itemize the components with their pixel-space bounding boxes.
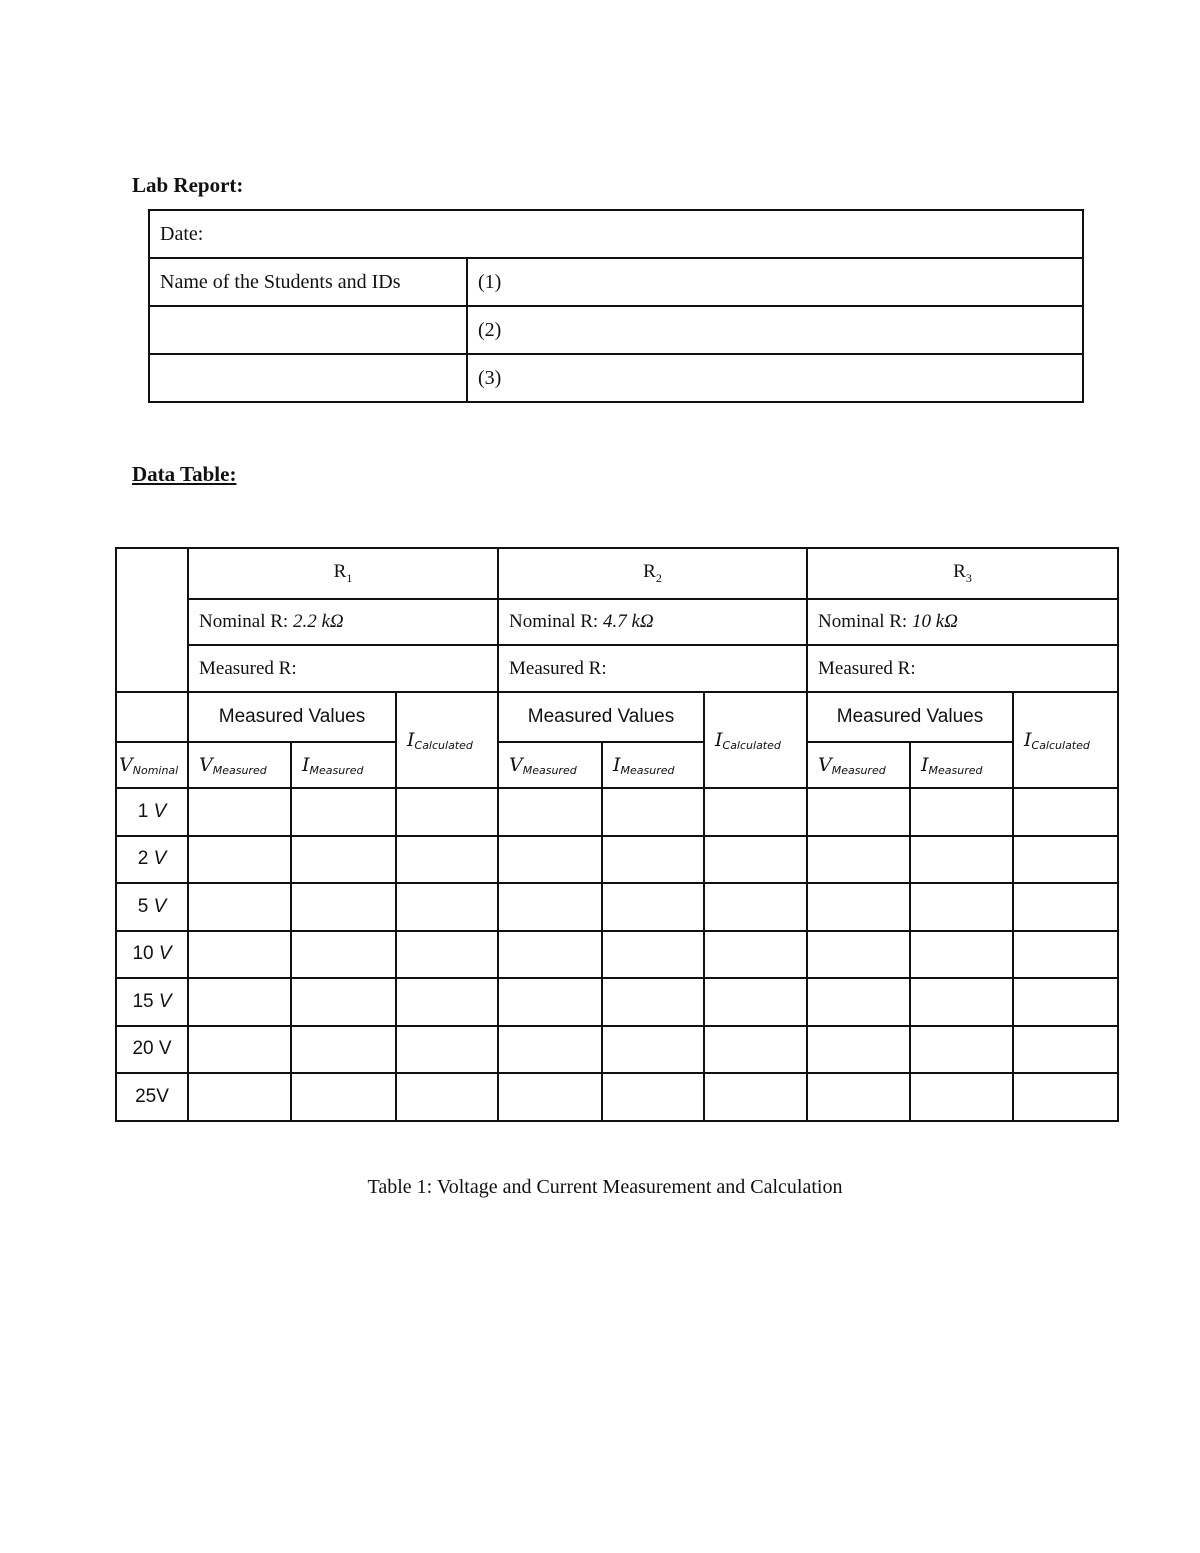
table-row xyxy=(116,788,1118,836)
data-entry-cell[interactable] xyxy=(396,1026,498,1074)
data-entry-cell[interactable] xyxy=(396,836,498,884)
measured-r-row xyxy=(116,645,1118,692)
data-entry-cell[interactable] xyxy=(807,1026,910,1074)
measured-values-label: Measured Values xyxy=(807,692,1013,742)
data-entry-cell[interactable] xyxy=(188,883,291,931)
empty-cell xyxy=(149,354,467,402)
measured-values-row xyxy=(116,692,1118,742)
data-entry-cell[interactable] xyxy=(291,1026,396,1074)
data-entry-cell[interactable] xyxy=(498,978,602,1026)
data-entry-cell[interactable] xyxy=(807,788,910,836)
measured-resistance-field[interactable]: Measured R: xyxy=(188,645,498,692)
voltage-rows xyxy=(116,788,1118,1121)
data-entry-cell[interactable] xyxy=(704,883,807,931)
data-entry-cell[interactable] xyxy=(704,836,807,884)
nominal-voltage: 5 V xyxy=(116,883,188,931)
data-entry-cell[interactable] xyxy=(498,788,602,836)
table-row xyxy=(116,978,1118,1026)
data-entry-cell[interactable] xyxy=(910,978,1013,1026)
measured-values-label: Measured Values xyxy=(498,692,704,742)
nominal-voltage: 20 V xyxy=(116,1026,188,1074)
resistor-name: $R_1$ xyxy=(188,548,498,599)
data-entry-cell[interactable] xyxy=(704,1073,807,1121)
data-entry-cell[interactable] xyxy=(910,931,1013,979)
measurement-table xyxy=(115,547,1119,1122)
data-entry-cell[interactable] xyxy=(807,978,910,1026)
data-entry-cell[interactable] xyxy=(1013,931,1118,979)
data-entry-cell[interactable] xyxy=(291,931,396,979)
student-info-table xyxy=(148,209,1084,403)
student-row xyxy=(149,258,1083,306)
nominal-voltage: 1 V xyxy=(116,788,188,836)
data-entry-cell[interactable] xyxy=(291,1073,396,1121)
data-entry-cell[interactable] xyxy=(910,1073,1013,1121)
data-entry-cell[interactable] xyxy=(704,978,807,1026)
data-entry-cell[interactable] xyxy=(602,883,704,931)
data-entry-cell[interactable] xyxy=(910,788,1013,836)
data-entry-cell[interactable] xyxy=(704,931,807,979)
data-entry-cell[interactable] xyxy=(602,978,704,1026)
corner-cell xyxy=(116,548,188,692)
empty-cell xyxy=(116,692,188,742)
i-measured-header: $I_{Measured}$ xyxy=(602,742,704,788)
data-entry-cell[interactable] xyxy=(1013,1073,1118,1121)
i-measured-header: $I_{Measured}$ xyxy=(291,742,396,788)
nominal-resistance: Nominal R: 10 kΩ xyxy=(807,599,1118,645)
data-entry-cell[interactable] xyxy=(498,1026,602,1074)
nominal-voltage: 10 V xyxy=(116,931,188,979)
data-entry-cell[interactable] xyxy=(807,883,910,931)
data-entry-cell[interactable] xyxy=(188,788,291,836)
data-entry-cell[interactable] xyxy=(807,836,910,884)
data-entry-cell[interactable] xyxy=(910,836,1013,884)
slot-label: (1) xyxy=(478,270,502,293)
measured-resistance-field[interactable]: Measured R: xyxy=(807,645,1118,692)
data-entry-cell[interactable] xyxy=(188,1073,291,1121)
v-measured-header: $V_{Measured}$ xyxy=(807,742,910,788)
data-entry-cell[interactable] xyxy=(704,788,807,836)
data-entry-cell[interactable] xyxy=(1013,836,1118,884)
student-row xyxy=(149,354,1083,402)
date-row xyxy=(149,210,1083,258)
symbol-header-row xyxy=(116,742,1118,788)
slot-label: (2) xyxy=(478,318,502,341)
data-entry-cell[interactable] xyxy=(498,1073,602,1121)
slot-label: (3) xyxy=(478,366,502,389)
resistor-name-row xyxy=(116,548,1118,599)
date-field[interactable] xyxy=(149,210,1083,258)
data-entry-cell[interactable] xyxy=(910,883,1013,931)
data-entry-cell[interactable] xyxy=(396,931,498,979)
table-row xyxy=(116,931,1118,979)
data-table-heading: Data Table: xyxy=(132,462,237,486)
data-entry-cell[interactable] xyxy=(807,1073,910,1121)
data-entry-cell[interactable] xyxy=(396,978,498,1026)
data-entry-cell[interactable] xyxy=(602,931,704,979)
student-row xyxy=(149,306,1083,354)
resistor-name: $R_3$ xyxy=(807,548,1118,599)
v-measured-header: $V_{Measured}$ xyxy=(188,742,291,788)
data-entry-cell[interactable] xyxy=(602,788,704,836)
table-row xyxy=(116,1026,1118,1074)
v-nominal-header: $V_{Nominal}$ xyxy=(116,742,188,788)
nominal-voltage: 2 V xyxy=(116,836,188,884)
nominal-resistance: Nominal R: 4.7 kΩ xyxy=(498,599,807,645)
data-entry-cell[interactable] xyxy=(396,1073,498,1121)
data-entry-cell[interactable] xyxy=(188,931,291,979)
table-row xyxy=(116,836,1118,884)
data-entry-cell[interactable] xyxy=(291,883,396,931)
data-entry-cell[interactable] xyxy=(602,1026,704,1074)
table-row xyxy=(116,1073,1118,1121)
resistor-name: $R_2$ xyxy=(498,548,807,599)
data-entry-cell[interactable] xyxy=(1013,1026,1118,1074)
i-calculated-header: $I_{Calculated}$ xyxy=(396,692,498,788)
nominal-row xyxy=(116,599,1118,645)
data-entry-cell[interactable] xyxy=(498,836,602,884)
student-field-2[interactable] xyxy=(467,306,1083,354)
data-entry-cell[interactable] xyxy=(602,836,704,884)
data-entry-cell[interactable] xyxy=(291,788,396,836)
data-entry-cell[interactable] xyxy=(396,883,498,931)
data-entry-cell[interactable] xyxy=(188,1026,291,1074)
data-entry-cell[interactable] xyxy=(704,1026,807,1074)
i-measured-header: $I_{Measured}$ xyxy=(910,742,1013,788)
data-entry-cell[interactable] xyxy=(1013,978,1118,1026)
i-calculated-header: $I_{Calculated}$ xyxy=(1013,692,1118,788)
data-entry-cell[interactable] xyxy=(396,788,498,836)
data-entry-cell[interactable] xyxy=(291,836,396,884)
lab-report-heading: Lab Report: xyxy=(132,173,244,197)
nominal-voltage: 15 V xyxy=(116,978,188,1026)
student-field-3[interactable] xyxy=(467,354,1083,402)
nominal-voltage: 25V xyxy=(116,1073,188,1121)
data-entry-cell[interactable] xyxy=(1013,788,1118,836)
measured-resistance-field[interactable]: Measured R: xyxy=(498,645,807,692)
table-row xyxy=(116,883,1118,931)
data-entry-cell[interactable] xyxy=(910,1026,1013,1074)
data-entry-cell[interactable] xyxy=(498,931,602,979)
data-entry-cell[interactable] xyxy=(1013,883,1118,931)
student-field-1[interactable] xyxy=(467,258,1083,306)
data-entry-cell[interactable] xyxy=(291,978,396,1026)
data-entry-cell[interactable] xyxy=(188,978,291,1026)
names-label: Name of the Students and IDs xyxy=(149,258,467,306)
empty-cell xyxy=(149,306,467,354)
data-entry-cell[interactable] xyxy=(498,883,602,931)
date-label: Date: xyxy=(160,222,204,245)
v-measured-header: $V_{Measured}$ xyxy=(498,742,602,788)
nominal-resistance: Nominal R: 2.2 kΩ xyxy=(188,599,498,645)
data-entry-cell[interactable] xyxy=(807,931,910,979)
measured-values-label: Measured Values xyxy=(188,692,396,742)
data-entry-cell[interactable] xyxy=(188,836,291,884)
data-entry-cell[interactable] xyxy=(602,1073,704,1121)
i-calculated-header: $I_{Calculated}$ xyxy=(704,692,807,788)
table-caption: Table 1: Voltage and Current Measurement and Calculation xyxy=(367,1176,843,1198)
